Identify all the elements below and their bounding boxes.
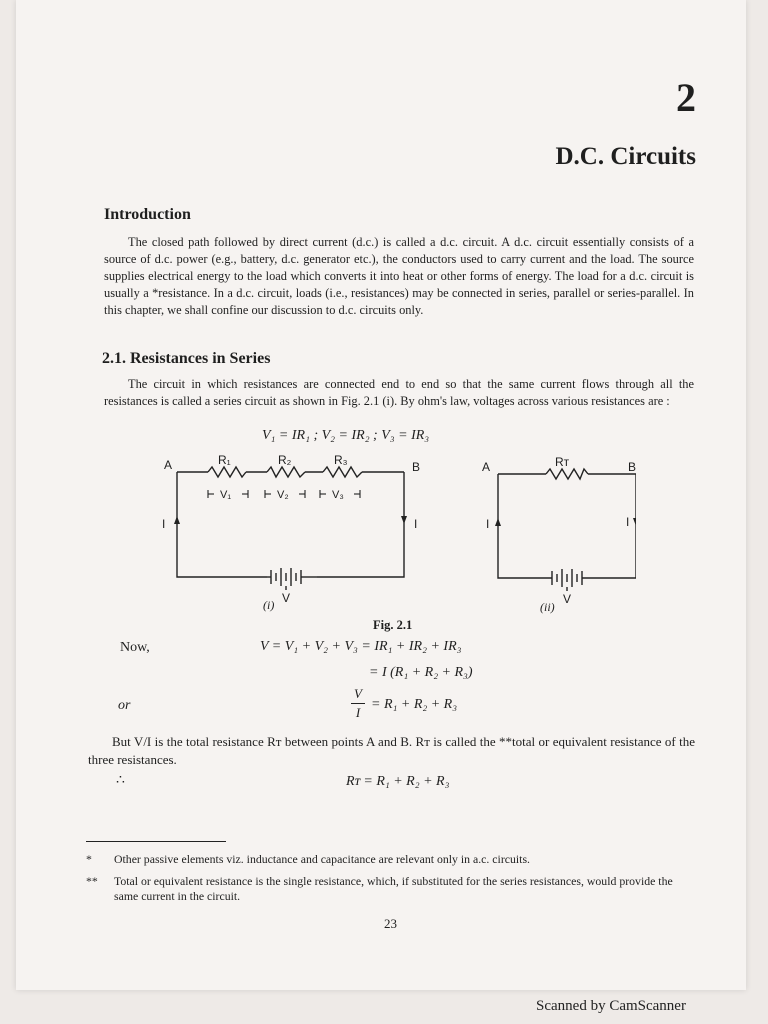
or-label: or <box>118 698 131 713</box>
caption-i: (i) <box>263 598 275 612</box>
fraction-numerator: V <box>354 686 362 701</box>
equation-4: Rᴛ = R₁ + R₂ + R₃ <box>346 774 450 789</box>
battery-ii <box>552 569 582 591</box>
footnote-1-text: Other passive elements viz. inductance and capacitance are relevant only in a.c. circuits. <box>114 852 530 866</box>
circuit-ii-source: V <box>563 592 572 606</box>
label-v2: V₂ <box>277 489 289 501</box>
book-page <box>16 0 746 990</box>
equation-3-rhs: = R₁ + R₂ + R₃ <box>371 697 458 712</box>
circuit-i-source: V <box>282 591 291 605</box>
label-r1: R₁ <box>218 453 231 467</box>
circuit-i-current-left: I <box>162 517 166 531</box>
circuit-i-current-right: I <box>414 517 418 531</box>
circuit-i-wires <box>177 472 404 577</box>
page-number: 23 <box>384 916 397 931</box>
scanner-watermark: Scanned by CamScanner <box>536 998 686 1014</box>
footnote-2-mark: ** <box>86 874 98 888</box>
circuit-ii-current-left: I <box>486 517 490 531</box>
footnote-rule <box>86 841 226 842</box>
total-resistance-paragraph <box>88 733 695 769</box>
battery-i <box>267 568 317 590</box>
introduction-heading: Introduction <box>104 206 191 223</box>
now-label: Now, <box>120 640 150 655</box>
label-rt: Rᴛ <box>555 455 570 469</box>
label-v1: V₁ <box>220 489 232 501</box>
chapter-number: 2 <box>676 75 696 120</box>
label-v3: V₃ <box>332 489 344 501</box>
label-r3: R₃ <box>334 453 348 467</box>
circuit-i-point-a: A <box>164 458 173 472</box>
circuit-ii-point-a: A <box>482 460 491 474</box>
chapter-title: D.C. Circuits <box>555 143 696 170</box>
resistor-rt <box>546 469 588 479</box>
figure-2-1 <box>156 450 636 630</box>
footnote-2-text: Total or equivalent resistance is the single resistance, which, if substituted for the series resistances, would provide the same current in the circuit. <box>114 874 673 903</box>
footnote-1 <box>86 852 698 867</box>
circuit-ii-current-right: I <box>626 515 630 529</box>
section-2-1-heading: 2.1. Resistances in Series <box>102 350 271 367</box>
fraction <box>351 686 365 721</box>
label-r2: R₂ <box>278 453 292 467</box>
fraction-denominator: I <box>355 705 361 720</box>
footnote-2 <box>86 874 698 904</box>
equation-2: = I (R₁ + R₂ + R₃) <box>369 665 473 680</box>
circuit-i-point-b: B <box>412 460 421 474</box>
total-resistance-text: But V/I is the total resistance Rᴛ between points A and B. Rᴛ is called the **total or equivalent resistance of the three resistances. <box>88 734 695 767</box>
introduction-paragraph <box>104 234 694 319</box>
figure-title: Fig. 2.1 <box>373 618 413 632</box>
fraction-bar <box>351 703 365 704</box>
current-arrows <box>174 516 636 526</box>
section-2-1-text: The circuit in which resistances are connected end to end so that the same current flows through all the resistances is called a series circuit as shown in Fig. 2.1 (i). By ohm's law, voltages across various resistances are : <box>104 377 694 408</box>
therefore-symbol: ∴ <box>116 773 125 788</box>
footnote-1-mark: * <box>86 852 92 866</box>
resistor-r2 <box>267 467 305 477</box>
caption-ii: (ii) <box>540 600 555 614</box>
circuit-ii-wires <box>498 474 636 578</box>
resistor-r3 <box>323 467 362 477</box>
introduction-text: The closed path followed by direct current (d.c.) is called a d.c. circuit. A d.c. circuit essentially consists of a source of d.c. power (e.g., battery, d.c. generator etc.), the conductors used to carry current and the load. The source supplies electrical energy to the load which converts it into heat or other forms of energy. The load for a d.c. circuit is usually a *resistance. In a d.c. circuit, loads (i.e., resistances) may be connected in series, parallel or series-parallel. In this chapter, we shall confine our discussion to d.c. circuits only. <box>104 235 694 317</box>
ohms-law-equation: V₁ = IR₁ ; V₂ = IR₂ ; V₃ = IR₃ <box>262 428 430 443</box>
equation-1: V = V₁ + V₂ + V₃ = IR₁ + IR₂ + IR₃ <box>260 639 462 654</box>
section-2-1-paragraph <box>104 376 694 410</box>
circuit-ii-point-b: B <box>628 460 636 474</box>
resistor-r1 <box>208 467 246 477</box>
